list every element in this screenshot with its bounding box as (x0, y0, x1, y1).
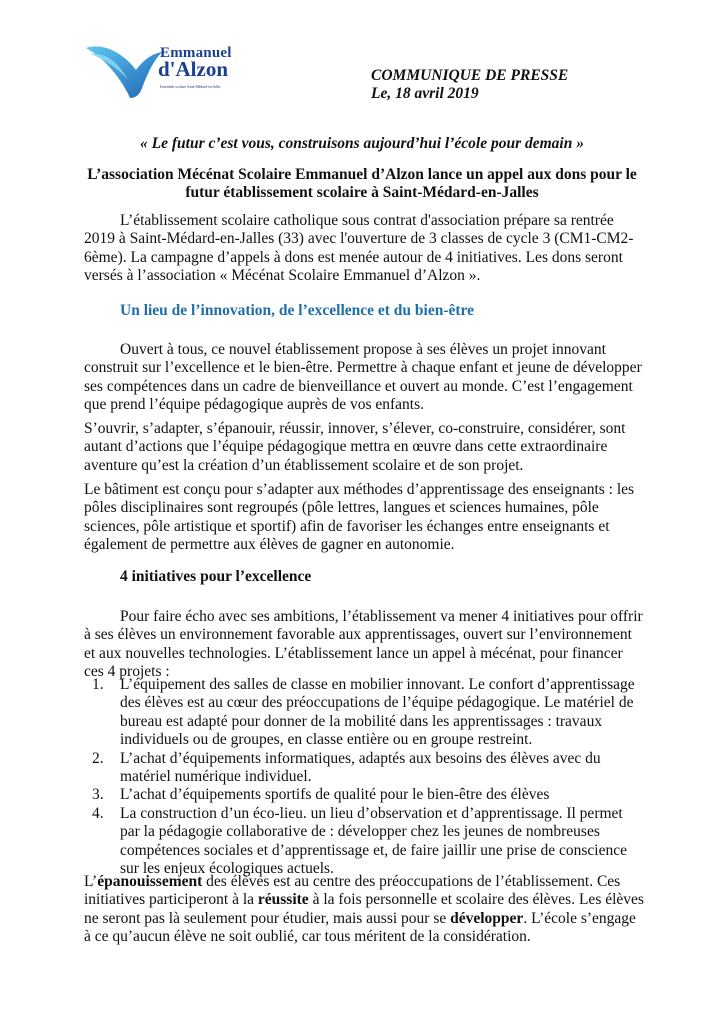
initiatives-intro: Pour faire écho avec ses ambitions, l’établissement va mener 4 initiatives pour offrir à ses élèves un environnement favorable aux apprentissages, ouvert sur l’environnement et aux nouvelles technologies. L’établissement lance un appel à mécénat, pour financer ces 4 projets : (84, 608, 643, 681)
list-item-text: L’équipement des salles de classe en mobilier innovant. Le confort d’apprentissage des élèves est au cœur des préoccupations de l’équipe pédagogique. Le matériel de bureau est adapté pour donner de la mobilité dans les apprentissages : travaux individuels ou de groupes, en classe entière ou en groupe restreint. (120, 676, 635, 749)
logo-tagline: Ensemble scolaire Saint-Médard-en-Jalles (160, 85, 221, 89)
list-item (84, 750, 644, 787)
slogan: « Le futur c’est vous, construisons aujourd’hui l’école pour demain » (140, 135, 584, 152)
bird-wing-icon (84, 40, 164, 102)
section-heading-lieu: Un lieu de l’innovation, de l’excellence et du bien-être (120, 302, 475, 319)
closing-text: . L’école s’engage à ce qu’aucun élève ne soit oublié, car tous méritent de la considération. (84, 909, 636, 946)
closing-emphasis: épanouissement (97, 873, 203, 890)
list-item-text: L’achat d’équipements sportifs de qualité pour le bien-être des élèves (120, 786, 550, 804)
logo-name-line1: Emmanuel (160, 45, 232, 61)
logo-name-line2: d'Alzon (158, 57, 229, 81)
press-label: COMMUNIQUE DE PRESSE (371, 67, 569, 84)
closing-text: L’ (84, 873, 98, 890)
list-item (84, 805, 644, 879)
paragraph: Ouvert à tous, ce nouvel établissement propose à ses élèves un projet innovant construit sur l’excellence et le bien-être. Permettre à chaque enfant et jeune de développer ses compétences dans un cadre de bienveillance et ouvert au monde. C’est l’engagement que prend l’équipe pédagogique auprès de vos enfants. (84, 341, 642, 414)
closing-emphasis: réussite (257, 891, 309, 909)
press-header (371, 67, 568, 103)
intro-paragraph: L’établissement scolaire catholique sous contrat d'association prépare sa rentrée 2019 à Saint-Médard-en-Jalles (33) avec l'ouverture de 3 classes de cycle 3 (CM1-CM2-6ème). La campagne d’appels à dons est menée autour de 4 initiatives. Les dons seront versés à l’association « Mécénat Scolaire Emmanuel d’Alzon ». (84, 212, 634, 285)
list-number: 2. (92, 749, 104, 767)
initiatives-list (84, 676, 644, 878)
list-number: 1. (92, 676, 104, 693)
press-date: Le, 18 avril 2019 (371, 85, 479, 102)
list-item (84, 786, 644, 804)
closing-text: des élèves est au centre des préoccupations de l’établissement. Ces initiatives participeront à la (84, 873, 621, 909)
paragraph: Le bâtiment est conçu pour s’adapter aux méthodes d’apprentissage des enseignants : les pôles disciplinaires sont regroupés (pôle lettres, langues et sciences humaines, pôle sciences, pôle artistique et sportif) afin de favoriser les échanges entre enseignants et également de permettre aux élèves de gagner en autonomie. (84, 481, 635, 554)
closing-emphasis: développer (450, 909, 524, 927)
list-item (84, 676, 644, 750)
list-number: 3. (92, 786, 104, 804)
logo (84, 40, 244, 108)
list-item-text: La construction d’un éco-lieu. un lieu d’observation et d’apprentissage. Il permet par la pédagogie collaborative de : développer chez les jeunes de nombreuses compétences sociales et d’apprentissage et, de faire jaillir une prise de conscience sur les enjeux écologiques actuels. (120, 804, 627, 878)
closing-text: à la fois personnelle et scolaire des élèves. Les élèves ne seront pas là seulement pour étudier, mais aussi pour se (84, 891, 644, 927)
section-heading-initiatives: 4 initiatives pour l’excellence (120, 568, 312, 585)
document-title: L’association Mécénat Scolaire Emmanuel d’Alzon lance un appel aux dons pour le futur établissement scolaire à Saint-Médard-en-Jalles (87, 166, 637, 201)
list-item-text: L’achat d’équipements informatiques, adaptés aux besoins des élèves avec du matériel numérique individuel. (120, 749, 601, 786)
list-number: 4. (92, 804, 104, 822)
paragraph: S’ouvrir, s’adapter, s’épanouir, réussir, innover, s’élever, co-construire, considérer, sont autant d’actions que l’équipe pédagogique mettra en œuvre dans cette extraordinaire aventure qu’est la création d’un établissement scolaire et de son projet. (84, 420, 626, 474)
closing-paragraph (84, 873, 644, 947)
